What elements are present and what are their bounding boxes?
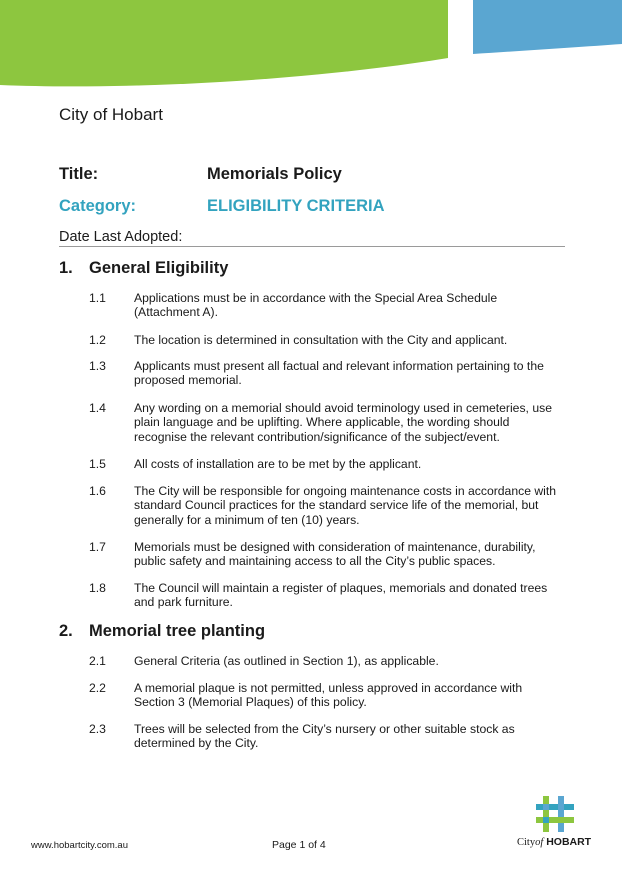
item-text: All costs of installation are to be met by the applicant.: [134, 457, 422, 471]
item-text: Any wording on a memorial should avoid terminology used in cemeteries, use plain language and be uplifting. Where applicable, the wording should recognise the relevant contribution/significance of the subject/event.: [134, 401, 552, 444]
org-name: City of Hobart: [59, 105, 163, 124]
item-number: 1.2: [89, 333, 106, 347]
green-banner-shape: [0, 0, 448, 86]
city-of-hobart-logo: [517, 796, 595, 850]
category-value: ELIGIBILITY CRITERIA: [207, 197, 385, 215]
footer-website: www.hobartcity.com.au: [31, 840, 128, 851]
date-adopted-label: Date Last Adopted:: [59, 229, 183, 245]
item-text: The Council will maintain a register of plaques, memorials and donated trees and park furniture.: [134, 581, 548, 610]
section-number: 2.: [59, 622, 73, 640]
item-text: Applicants must present all factual and relevant information pertaining to the proposed memorial.: [134, 359, 544, 388]
section-number: 1.: [59, 259, 73, 277]
logo-hobart-text: HOBART: [546, 836, 592, 848]
logo-mark-icon: [536, 796, 574, 832]
item-number: 2.2: [89, 681, 106, 695]
item-text: Trees will be selected from the City’s nursery or other suitable stock as determined by the City.: [134, 722, 515, 751]
item-number: 1.7: [89, 540, 106, 554]
item-number: 1.8: [89, 581, 106, 595]
logo-of-text: of: [535, 837, 544, 848]
item-text: A memorial plaque is not permitted, unless approved in accordance with Section 3 (Memorial Plaques) of this policy.: [134, 681, 523, 710]
item-number: 1.3: [89, 359, 106, 373]
category-label: Category:: [59, 197, 137, 215]
item-number: 1.6: [89, 484, 106, 498]
logo-wordmark: [517, 836, 595, 848]
section-title: Memorial tree planting: [89, 622, 266, 640]
header-banner: [0, 0, 622, 95]
item-number: 1.5: [89, 457, 106, 471]
item-number: 1.1: [89, 291, 106, 305]
item-number: 2.1: [89, 654, 106, 668]
title-value: Memorials Policy: [207, 165, 342, 183]
item-text: Applications must be in accordance with the Special Area Schedule (Attachment A).: [134, 291, 498, 320]
item-text: The location is determined in consultation with the City and applicant.: [134, 333, 508, 347]
item-text: The City will be responsible for ongoing maintenance costs in accordance with standard Council practices for the standard service life of the memorial, but generally for a minimum of ten (10) years.: [134, 484, 557, 527]
logo-city-text: City: [517, 837, 536, 848]
item-number: 1.4: [89, 401, 106, 415]
item-text: Memorials must be designed with consideration of maintenance, durability, public safety and maintaining access to all the City’s public spaces.: [134, 540, 536, 569]
title-label: Title:: [59, 165, 99, 183]
blue-banner-shape: [473, 0, 622, 54]
header-divider: [59, 246, 565, 247]
page-number: Page 1 of 4: [272, 839, 326, 851]
item-number: 2.3: [89, 722, 106, 736]
item-text: General Criteria (as outlined in Section 1), as applicable.: [134, 654, 439, 668]
section-title: General Eligibility: [89, 259, 229, 277]
